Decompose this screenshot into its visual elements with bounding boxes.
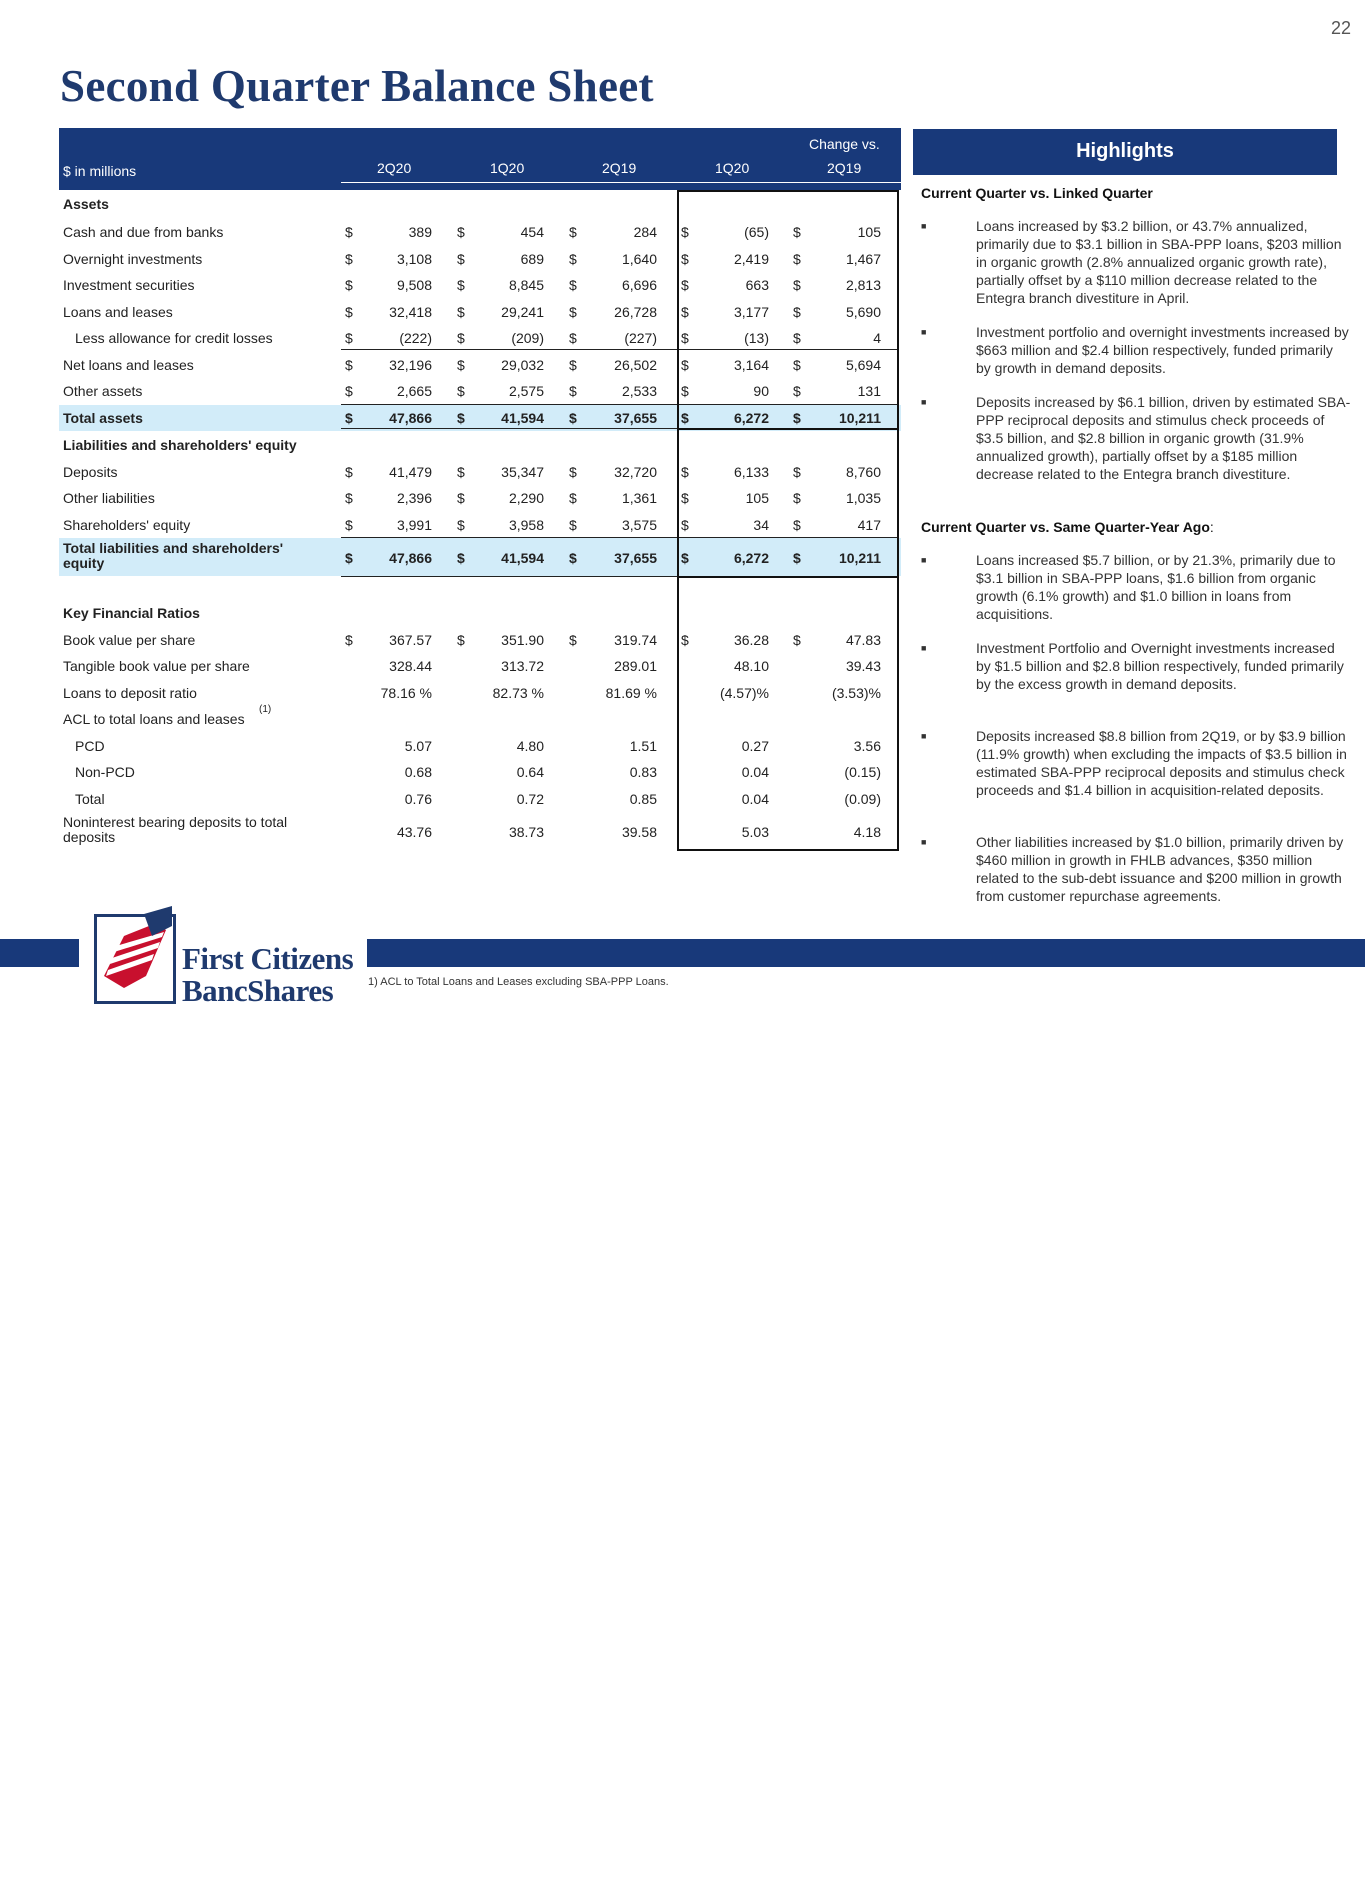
cell-value: 32,196 (389, 357, 432, 373)
cell-value: 1,361 (621, 490, 657, 506)
currency-symbol: $ (457, 277, 465, 293)
currency-symbol: $ (457, 251, 465, 267)
row-label: Loans to deposit ratio (63, 685, 197, 701)
highlights-section-linked-quarter: Current Quarter vs. Linked Quarter (921, 185, 1153, 201)
currency-symbol: $ (681, 251, 689, 267)
cell-value: 90 (753, 383, 769, 399)
cell-value: 9,508 (396, 277, 432, 293)
currency-symbol: $ (569, 383, 577, 399)
cell-value: (222) (399, 330, 432, 346)
row-label: Overnight investments (63, 251, 203, 267)
cell-value: 47,866 (389, 550, 432, 566)
currency-symbol: $ (457, 357, 465, 373)
cell-value: 81.69 % (605, 685, 657, 701)
cell-value: 6,696 (621, 277, 657, 293)
col-header-1q20: 1Q20 (490, 160, 525, 176)
currency-symbol: $ (457, 304, 465, 320)
cell-value: 0.85 (629, 791, 657, 807)
cell-value: 3,575 (621, 517, 657, 533)
section2-text: Current Quarter vs. Same Quarter-Year Ago (921, 519, 1210, 535)
cell-value: 289.01 (614, 658, 657, 674)
cell-value: 78.16 % (380, 685, 432, 701)
currency-symbol: $ (681, 517, 689, 533)
cell-value: 34 (753, 517, 769, 533)
row-label: ACL to total loans and leases (63, 711, 245, 727)
row-label: Total liabilities and shareholders' equity (63, 540, 284, 571)
cell-value: 36.28 (733, 632, 769, 648)
bullet-text: Investment Portfolio and Overnight investments increased by $1.5 billion and $2.8 billion respectively, funded primarily by the excess growth in demand deposits. (976, 640, 1344, 692)
cell-value: (3.53)% (831, 685, 881, 701)
currency-symbol: $ (457, 383, 465, 399)
change-box-assets (677, 190, 899, 430)
cell-value: 8,845 (508, 277, 544, 293)
highlight-bullet (921, 551, 1351, 623)
company-logo-icon (94, 906, 176, 1004)
cell-value: 2,533 (621, 383, 657, 399)
currency-symbol: $ (793, 383, 801, 399)
cell-value: 39.58 (621, 824, 657, 840)
brand-name-line2: BancShares (182, 973, 334, 1008)
cell-value: 313.72 (501, 658, 544, 674)
highlights-header: Highlights (913, 129, 1337, 175)
currency-symbol: $ (345, 410, 353, 426)
currency-symbol: $ (345, 632, 353, 648)
cell-value: 0.76 (404, 791, 432, 807)
highlight-bullet (921, 833, 1351, 905)
cell-value: 0.68 (404, 764, 432, 780)
cell-value: 0.64 (516, 764, 544, 780)
currency-symbol: $ (457, 632, 465, 648)
currency-symbol: $ (457, 224, 465, 240)
currency-symbol: $ (681, 410, 689, 426)
row-label: Total (75, 791, 105, 807)
cell-value: 41,594 (501, 410, 544, 426)
currency-symbol: $ (457, 550, 465, 566)
currency-symbol: $ (345, 383, 353, 399)
cell-value: 38.73 (508, 824, 544, 840)
footnote-marker: (1) (259, 704, 272, 715)
cell-value: (4.57)% (719, 685, 769, 701)
currency-symbol: $ (569, 330, 577, 346)
cell-value: 5.03 (741, 824, 769, 840)
currency-symbol: $ (569, 304, 577, 320)
col-header-chg-2q19: 2Q19 (827, 160, 862, 176)
currency-symbol: $ (681, 464, 689, 480)
highlight-bullet (921, 323, 1351, 377)
cell-value: 0.04 (741, 791, 769, 807)
row-label: Liabilities and shareholders' equity (63, 437, 297, 453)
currency-symbol: $ (345, 490, 353, 506)
currency-symbol: $ (681, 330, 689, 346)
cell-value: 417 (857, 517, 881, 533)
cell-value: 10,211 (838, 410, 881, 426)
currency-symbol: $ (457, 517, 465, 533)
bullet-text: Loans increased $5.7 billion, or by 21.3%, primarily due to $3.1 billion in SBA-PPP loans, $1.6 billion from organic growth (6.1% growth) and $1.0 billion in loans from acquisitions. (976, 552, 1336, 622)
page-title: Second Quarter Balance Sheet (60, 61, 654, 111)
bullet-text: Deposits increased by $6.1 billion, driven by estimated SBA-PPP reciprocal deposits and stimulus check proceeds of $3.5 billion, and $2.8 billion in organic growth (31.9% annualized growth), partially offset by a $185 million decrease related to the Entegra branch divestiture. (976, 394, 1351, 482)
cell-value: 3,177 (733, 304, 769, 320)
currency-symbol: $ (681, 383, 689, 399)
row-label: Total assets (63, 410, 143, 426)
row-label: Deposits (63, 464, 118, 480)
row-label: Non-PCD (75, 764, 135, 780)
bullet-marker-icon: ■ (921, 555, 927, 565)
currency-symbol: $ (345, 304, 353, 320)
row-label: Key Financial Ratios (63, 605, 200, 621)
row-label: Other liabilities (63, 490, 155, 506)
cell-value: 1.51 (629, 738, 657, 754)
cell-value: 8,760 (845, 464, 881, 480)
cell-value: (0.15) (844, 764, 881, 780)
cell-value: 39.43 (845, 658, 881, 674)
currency-symbol: $ (793, 517, 801, 533)
bullet-text: Other liabilities increased by $1.0 billion, primarily driven by $460 million in growth in FHLB advances, $350 million related to the sub-debt issuance and $200 million in growth from customer repurchase agreements. (976, 834, 1344, 904)
bullet-marker-icon: ■ (921, 327, 927, 337)
bullet-marker-icon: ■ (921, 643, 927, 653)
footer-bar-left (0, 939, 79, 967)
cell-value: 2,419 (733, 251, 769, 267)
row-label: Cash and due from banks (63, 224, 224, 240)
cell-value: 26,502 (614, 357, 657, 373)
cell-value: 48.10 (733, 658, 769, 674)
cell-value: 3,991 (396, 517, 432, 533)
cell-value: 29,032 (501, 357, 544, 373)
cell-value: 43.76 (396, 824, 432, 840)
row-label: Loans and leases (63, 304, 173, 320)
row-label: PCD (75, 738, 105, 754)
currency-symbol: $ (569, 632, 577, 648)
cell-value: (209) (511, 330, 544, 346)
bullet-marker-icon: ■ (921, 221, 927, 231)
cell-value: 351.90 (501, 632, 544, 648)
cell-value: 2,665 (396, 383, 432, 399)
currency-symbol: $ (793, 357, 801, 373)
change-label: Change vs. (809, 136, 880, 152)
currency-symbol: $ (345, 277, 353, 293)
cell-value: 4.18 (853, 824, 881, 840)
row-label: Net loans and leases (63, 357, 194, 373)
cell-value: 5,694 (845, 357, 881, 373)
cell-value: 82.73 % (492, 685, 544, 701)
cell-value: 105 (857, 224, 881, 240)
currency-symbol: $ (793, 224, 801, 240)
currency-symbol: $ (793, 330, 801, 346)
cell-value: 367.57 (389, 632, 432, 648)
cell-value: (227) (624, 330, 657, 346)
cell-value: 131 (857, 383, 881, 399)
currency-symbol: $ (345, 464, 353, 480)
cell-value: 0.27 (741, 738, 769, 754)
cell-value: (65) (744, 224, 769, 240)
tagline: forever first (1254, 1880, 1353, 1903)
currency-symbol: $ (457, 464, 465, 480)
footnote: 1) ACL to Total Loans and Leases excluding SBA-PPP Loans. (368, 976, 669, 988)
currency-symbol: $ (681, 632, 689, 648)
row-label: Book value per share (63, 632, 196, 648)
bullet-marker-icon: ■ (921, 837, 927, 847)
change-box-liabilities (677, 428, 899, 578)
currency-symbol: $ (793, 464, 801, 480)
cell-value: (13) (744, 330, 769, 346)
row-label: Investment securities (63, 277, 195, 293)
currency-symbol: $ (345, 251, 353, 267)
col-header-2q20: 2Q20 (377, 160, 412, 176)
cell-value: 6,272 (733, 410, 769, 426)
currency-symbol: $ (345, 357, 353, 373)
cell-value: 319.74 (614, 632, 657, 648)
cell-value: 10,211 (838, 550, 881, 566)
cell-value: 32,720 (614, 464, 657, 480)
cell-value: 663 (745, 277, 769, 293)
currency-symbol: $ (569, 490, 577, 506)
cell-value: 37,655 (614, 410, 657, 426)
currency-symbol: $ (793, 304, 801, 320)
currency-symbol: $ (569, 357, 577, 373)
cell-value: 2,396 (396, 490, 432, 506)
currency-symbol: $ (345, 550, 353, 566)
cell-value: 4 (873, 330, 881, 346)
cell-value: 6,133 (733, 464, 769, 480)
cell-value: 5,690 (845, 304, 881, 320)
currency-symbol: $ (681, 550, 689, 566)
cell-value: 689 (520, 251, 544, 267)
table-header (59, 128, 901, 190)
brand-name-line1: First Citizens (182, 941, 354, 976)
row-label: Tangible book value per share (63, 658, 250, 674)
cell-value: (0.09) (844, 791, 881, 807)
highlight-bullet (921, 217, 1351, 307)
cell-value: 2,575 (508, 383, 544, 399)
cell-value: 3,958 (508, 517, 544, 533)
currency-symbol: $ (569, 550, 577, 566)
units-label: $ in millions (63, 163, 137, 179)
currency-symbol: $ (681, 304, 689, 320)
currency-symbol: $ (793, 550, 801, 566)
cell-value: 328.44 (389, 658, 432, 674)
cell-value: 0.04 (741, 764, 769, 780)
cell-value: 4.80 (516, 738, 544, 754)
currency-symbol: $ (793, 251, 801, 267)
currency-symbol: $ (345, 224, 353, 240)
cell-value: 1,640 (621, 251, 657, 267)
cell-value: 3,108 (396, 251, 432, 267)
cell-value: 284 (633, 224, 657, 240)
currency-symbol: $ (793, 277, 801, 293)
change-box-ratios (677, 576, 899, 851)
col-header-2q19: 2Q19 (602, 160, 637, 176)
cell-value: 41,479 (389, 464, 432, 480)
cell-value: 0.83 (629, 764, 657, 780)
section2-suffix: : (1209, 519, 1214, 535)
currency-symbol: $ (793, 632, 801, 648)
header-underline (341, 182, 901, 183)
page-number: 22 (1330, 18, 1351, 38)
cell-value: 2,290 (508, 490, 544, 506)
currency-symbol: $ (681, 490, 689, 506)
cell-value: 105 (745, 490, 769, 506)
row-label: Less allowance for credit losses (75, 330, 273, 346)
currency-symbol: $ (457, 410, 465, 426)
currency-symbol: $ (457, 490, 465, 506)
cell-value: 47,866 (389, 410, 432, 426)
cell-value: 6,272 (733, 550, 769, 566)
row-label: Noninterest bearing deposits to total deposits (63, 814, 288, 845)
cell-value: 37,655 (614, 550, 657, 566)
row-label: Assets (63, 196, 109, 212)
cell-value: 26,728 (614, 304, 657, 320)
cell-value: 41,594 (501, 550, 544, 566)
currency-symbol: $ (681, 277, 689, 293)
cell-value: 3,164 (733, 357, 769, 373)
row-label: Other assets (63, 383, 143, 399)
cell-value: 47.83 (845, 632, 881, 648)
cell-value: 2,813 (845, 277, 881, 293)
cell-value: 0.72 (516, 791, 544, 807)
highlight-bullet (921, 393, 1351, 483)
currency-symbol: $ (681, 224, 689, 240)
cell-value: 389 (408, 224, 432, 240)
currency-symbol: $ (569, 224, 577, 240)
currency-symbol: $ (345, 517, 353, 533)
currency-symbol: $ (569, 251, 577, 267)
cell-value: 454 (520, 224, 544, 240)
bullet-marker-icon: ■ (921, 397, 927, 407)
row-label: Shareholders' equity (63, 517, 191, 533)
currency-symbol: $ (569, 517, 577, 533)
bullet-text: Loans increased by $3.2 billion, or 43.7% annualized, primarily due to $3.1 billion in SBA-PPP loans, $203 million in organic growth (2.8% annualized organic growth rate), partially offset by a $110 million decrease related to the Entegra branch divestiture in April. (976, 218, 1342, 306)
cell-value: 32,418 (389, 304, 432, 320)
currency-symbol: $ (345, 330, 353, 346)
currency-symbol: $ (793, 490, 801, 506)
highlight-bullet (921, 727, 1351, 799)
bullet-text: Deposits increased $8.8 billion from 2Q19, or by $3.9 billion (11.9% growth) when excluding the impacts of $3.5 billion in estimated SBA-PPP reciprocal deposits and stimulus check proceeds and $1.4 billion in acquisition-related deposits. (976, 728, 1347, 798)
highlight-bullet (921, 639, 1351, 693)
currency-symbol: $ (569, 464, 577, 480)
cell-value: 35,347 (501, 464, 544, 480)
bullet-text: Investment portfolio and overnight investments increased by $663 million and $2.4 billion respectively, funded primarily by growth in demand deposits. (976, 324, 1349, 376)
cell-value: 5.07 (404, 738, 432, 754)
highlights-section-year-ago (921, 519, 1214, 535)
cell-value: 1,035 (845, 490, 881, 506)
col-header-chg-1q20: 1Q20 (715, 160, 750, 176)
currency-symbol: $ (457, 330, 465, 346)
currency-symbol: $ (681, 357, 689, 373)
cell-value: 1,467 (845, 251, 881, 267)
cell-value: 3.56 (853, 738, 881, 754)
currency-symbol: $ (569, 410, 577, 426)
currency-symbol: $ (793, 410, 801, 426)
bullet-marker-icon: ■ (921, 731, 927, 741)
currency-symbol: $ (569, 277, 577, 293)
cell-value: 29,241 (501, 304, 544, 320)
